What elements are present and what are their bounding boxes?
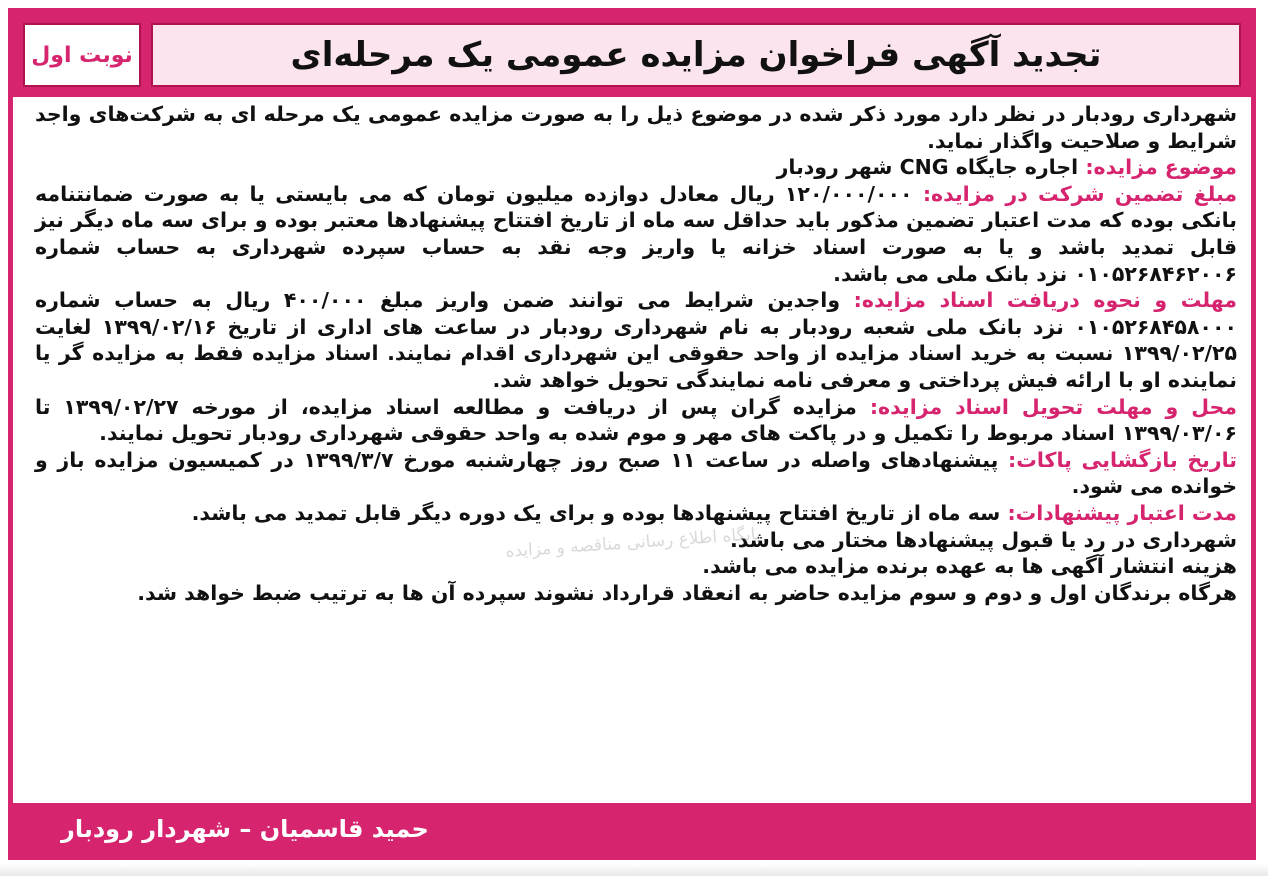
section-documents-receipt <box>35 287 1237 393</box>
announcement-frame <box>8 8 1256 860</box>
section-text: واجدین شرایط می توانند ضمن واریز مبلغ ۴۰۰/۰۰۰ ریال به حساب شماره ۰۱۰۵۲۶۸۴۵۸۰۰۰ نزد بانک ملی شعبه رودبار به نام شهرداری رودبار در ساعت های اداری از تاریخ ۱۳۹۹/۰۲/۱۶ لغایت ۱۳۹۹/۰۲/۲۵ نسبت به خرید اسناد مزایده از واحد حقوقی این شهرداری اقدام نمایند. اسناد مزایده فقط به مزایده گر یا نماینده او با ارائه فیش پرداختی و معرفی نامه نمایندگی تحویل خواهد شد. <box>35 288 1237 392</box>
section-documents-delivery <box>35 394 1237 447</box>
section-label: محل و مهلت تحویل اسناد مزایده: <box>869 394 1238 419</box>
footer-bar <box>13 803 1251 855</box>
announcement-body <box>35 101 1237 789</box>
page-bottom-edge <box>0 864 1268 876</box>
watermark-text: پایگاه اطلاع رسانی مناقصه و مزایده <box>504 524 762 562</box>
section-opening-date <box>35 447 1237 500</box>
section-label: مدت اعتبار پیشنهادات: <box>1007 500 1237 525</box>
note-line: هزینه انتشار آگهی ها به عهده برنده مزایده می باشد. <box>702 554 1237 579</box>
section-text: ۱۲۰/۰۰۰/۰۰۰ ریال معادل دوازده میلیون تومان که می بایستی یا به صورت ضمانتنامه بانکی بوده که مدت اعتبار تضمین مذکور باید حداقل سه ماه از تاریخ افتتاح پیشنهادها معتبر بوده و برای سه ماه دیگر نیز قابل تمدید باشد و یا به صورت اسناد خزانه یا واریز وجه نقد به حساب سپرده شهرداری به حساب شماره ۰۱۰۵۲۶۸۴۶۲۰۰۶ نزد بانک ملی می باشد. <box>35 181 1237 286</box>
note-line: هرگاه برندگان اول و دوم و سوم مزایده حاضر به انعقاد قرارداد نشوند سپرده آن ها به ترتیب ضبط خواهد شد. <box>137 580 1237 605</box>
section-guarantee <box>35 181 1237 287</box>
section-text: پیشنهادهای واصله در ساعت ۱۱ صبح روز چهارشنبه مورخ ۱۳۹۹/۳/۷ در کمیسیون مزایده باز و خوانده می شود. <box>35 447 1237 499</box>
title-box <box>151 23 1241 87</box>
section-text: مزایده گران پس از دریافت و مطالعه اسناد مزایده، از مورخه ۱۳۹۹/۰۲/۲۷ تا ۱۳۹۹/۰۳/۰۶ اسناد مربوط را تکمیل و در پاکت های مهر و موم شده به واحد حقوقی شهرداری رودبار تحویل نمایند. <box>35 394 1237 446</box>
section-subject <box>35 154 1237 181</box>
intro-paragraph: شهرداری رودبار در نظر دارد مورد ذکر شده در موضوع ذیل را به صورت مزایده عمومی یک مرحله ای به شرکت‌های واجد شرایط و صلاحیت واگذار نماید. <box>35 102 1237 153</box>
section-label: مهلت و نحوه دریافت اسناد مزایده: <box>853 288 1237 313</box>
section-label: مبلغ تضمین شرکت در مزایده: <box>922 181 1238 206</box>
section-text: سه ماه از تاریخ افتتاح پیشنهادها بوده و برای یک دوره دیگر قابل تمدید می باشد. <box>191 500 1001 525</box>
section-label: موضوع مزایده: <box>1085 155 1237 180</box>
section-text: اجاره جایگاه CNG شهر رودبار <box>776 155 1079 180</box>
section-validity <box>35 500 1237 527</box>
signature: حمید قاسمیان – شهردار رودبار <box>61 815 429 843</box>
section-label: تاریخ بازگشایی پاکات: <box>1008 447 1238 472</box>
header-bar <box>13 13 1251 97</box>
note-line: شهرداری در رد یا قبول پیشنهادها مختار می باشد. <box>729 527 1237 552</box>
round-badge: نوبت اول <box>23 23 141 87</box>
announcement-title: تجدید آگهی فراخوان مزایده عمومی یک مرحله‌ای <box>290 35 1102 75</box>
